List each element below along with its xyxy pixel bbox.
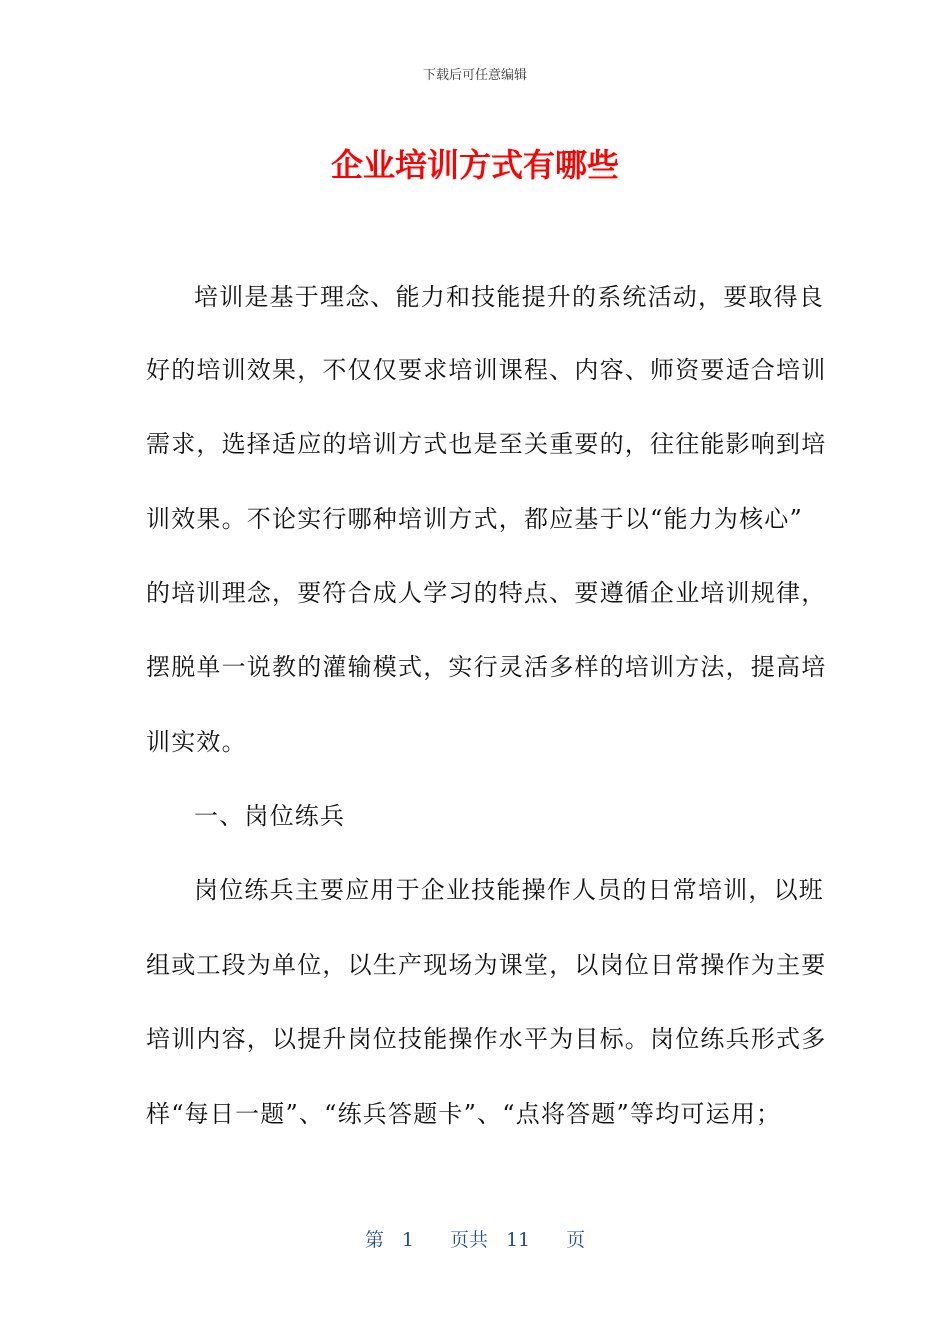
- footer-total-pages: 11: [505, 1229, 531, 1251]
- body-line: 需求，选择适应的培训方式也是至关重要的，往往能影响到培: [146, 430, 827, 458]
- footer-current-page: 1: [401, 1229, 414, 1251]
- footer-prefix: 第: [364, 1229, 384, 1251]
- body-line: 组或工段为单位，以生产现场为课堂，以岗位日常操作为主要: [146, 951, 827, 979]
- page-footer: [0, 1227, 950, 1253]
- body-line: 摆脱单一说教的灌输模式，实行灵活多样的培训方法，提高培: [146, 653, 827, 681]
- body-line: 培训内容，以提升岗位技能操作水平为目标。岗位练兵形式多: [146, 1025, 827, 1053]
- body-line: 训效果。不论实行哪种培训方式，都应基于以“能力为核心”: [146, 505, 803, 533]
- body-line: 好的培训效果，不仅仅要求培训课程、内容、师资要适合培训: [146, 356, 827, 384]
- body-line: 样“每日一题”、“练兵答题卡”、“点将答题”等均可运用；: [146, 1100, 782, 1128]
- footer-middle: 页共: [449, 1229, 488, 1251]
- body-line: 培训是基于理念、能力和技能提升的系统活动，要取得良: [194, 283, 824, 311]
- body-line: 的培训理念，要符合成人学习的特点、要遵循企业培训规律，: [146, 579, 827, 607]
- header-note: 下载后可任意编辑: [422, 68, 527, 83]
- body-line: 训实效。: [146, 728, 247, 756]
- document-title: 企业培训方式有哪些: [330, 146, 619, 184]
- footer-suffix: 页: [566, 1229, 586, 1251]
- body-line: 岗位练兵主要应用于企业技能操作人员的日常培训，以班: [194, 876, 824, 904]
- section-heading: 一、岗位练兵: [194, 802, 346, 830]
